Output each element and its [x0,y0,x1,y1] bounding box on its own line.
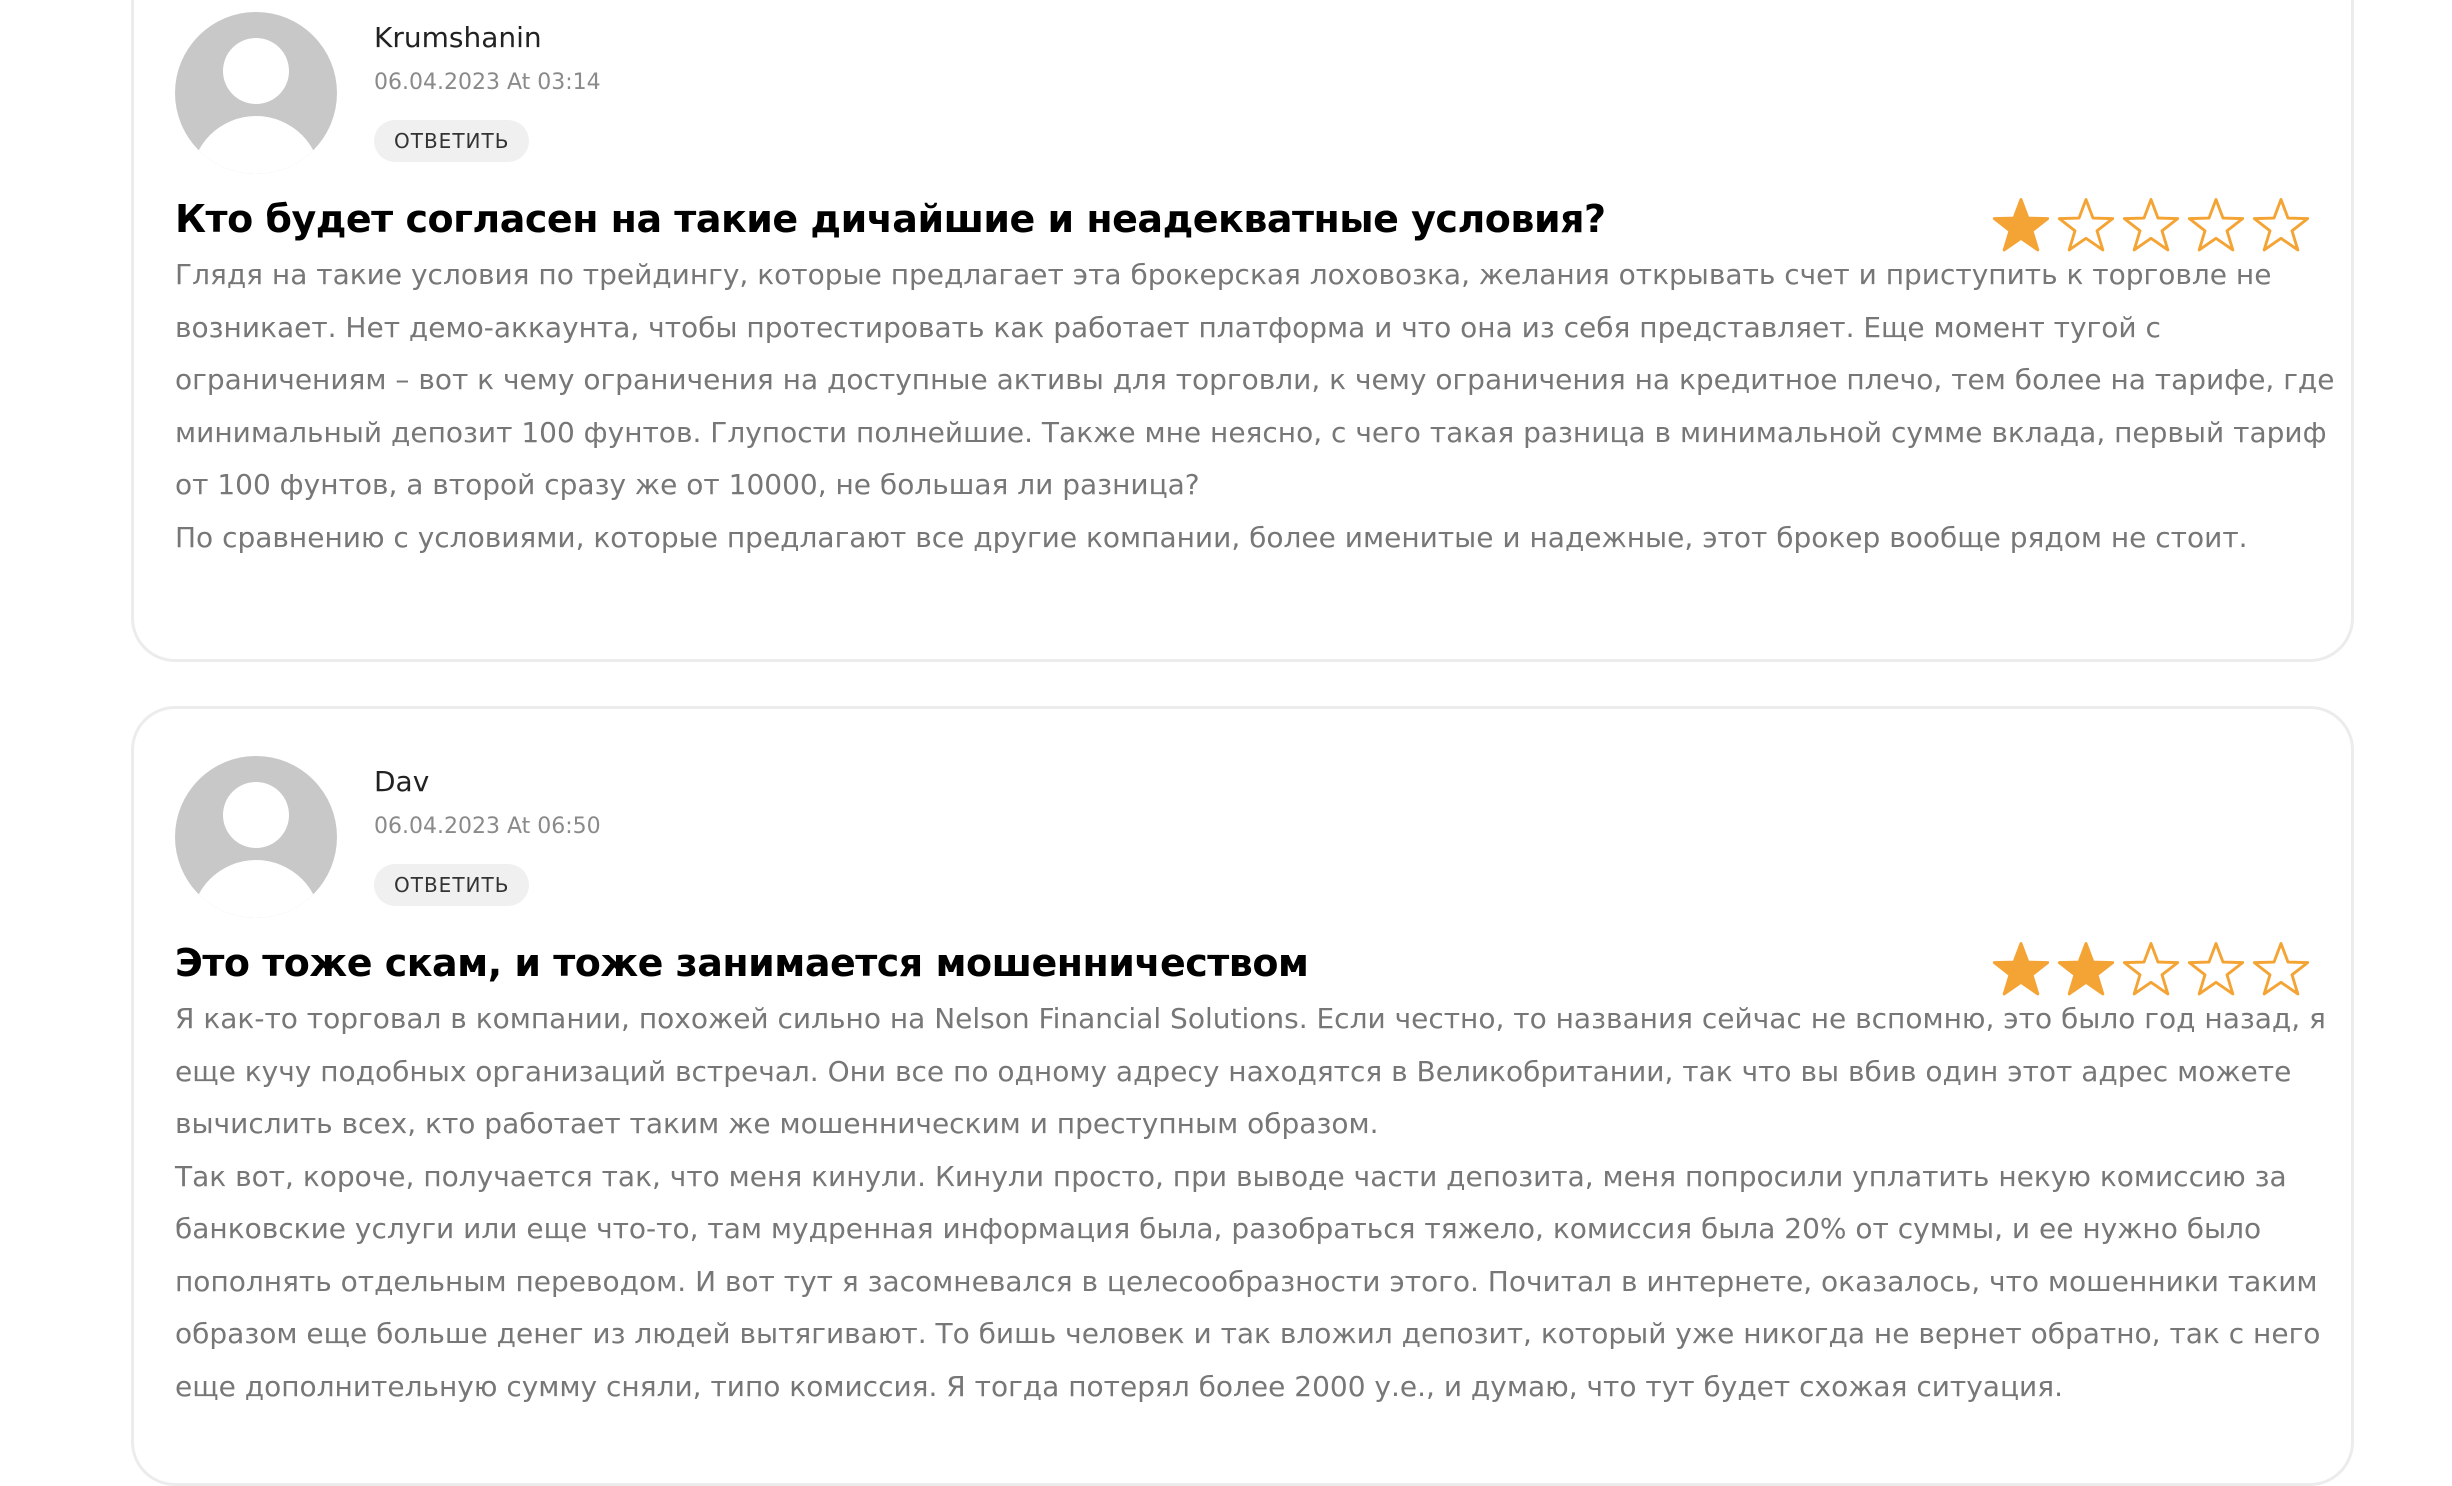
review-paragraph: По сравнению с условиями, которые предлагают все другие компании, более именитые и надежные, этот брокер вообще рядом не стоит. [175,520,2248,554]
star-empty-icon [2122,196,2180,254]
review-text [175,249,2335,564]
star-empty-icon [2187,196,2245,254]
star-filled-icon [2057,940,2115,998]
review-date: 06.04.2023 At 03:14 [374,70,601,95]
review-date: 06.04.2023 At 06:50 [374,814,601,839]
star-empty-icon [2187,940,2245,998]
star-empty-icon [2252,940,2310,998]
reply-button[interactable]: ОТВЕТИТЬ [374,864,529,906]
review-paragraph: Глядя на такие условия по трейдингу, которые предлагает эта брокерская лоховозка, желания открывать счет и приступить к торговле не возникает. Нет демо-аккаунта, чтобы протестировать как работает платформа и что она из себя представляет. Еще момент тугой с ограничениям – вот к чему ограничения на доступные активы для торговли, к чему ограничения на кредитное плечо, тем более на тарифе, где минимальный депозит 100 фунтов. Глупости полнейшие. Также мне неясно, с чего такая разница в минимальной сумме вклада, первый тариф от 100 фунтов, а второй сразу же от 10000, не большая ли разница? [175,258,2335,501]
reply-button[interactable]: ОТВЕТИТЬ [374,120,529,162]
review-paragraph: Я как-то торговал в компании, похожей сильно на Nelson Financial Solutions. Если честно, то названия сейчас не вспомню, это было год назад, я еще кучу подобных организаций встречал. Они все по одному адресу находятся в Великобритании, так что вы вбив один этот адрес можете вычислить всех, кто работает таким же мошенническим и преступным образом. [175,1002,2326,1140]
star-filled-icon [1992,940,2050,998]
review-title: Кто будет согласен на такие дичайшие и неадекватные условия? [175,197,1606,241]
star-rating [1992,940,2310,998]
review-paragraph: Так вот, короче, получается так, что меня кинули. Кинули просто, при выводе части депозита, меня попросили уплатить некую комиссию за банковские услуги или еще что-то, там мудренная информация была, разобраться тяжело, комиссия была 20% от суммы, и ее нужно было пополнять отдельным переводом. И вот тут я засомневался в целесообразности этого. Почитал в интернете, оказалось, что мошенники таким образом еще больше денег из людей вытягивают. То бишь человек и так вложил депозит, который уже никогда не вернет обратно, так с него еще дополнительную сумму сняли, типо комиссия. Я тогда потерял более 2000 у.е., и думаю, что тут будет схожая ситуация. [175,1159,2321,1403]
avatar-body-shape [191,116,321,174]
star-filled-icon [1992,196,2050,254]
star-rating [1992,196,2310,254]
review-author: Dav [374,765,430,798]
review-text [175,993,2335,1413]
avatar [175,12,337,174]
avatar-head-shape [223,782,289,848]
review-card [131,0,2354,662]
avatar-body-shape [191,860,321,918]
review-author: Krumshanin [374,21,542,54]
review-title: Это тоже скам, и тоже занимается мошенничеством [175,941,1309,985]
avatar [175,756,337,918]
review-card [131,706,2354,1486]
star-empty-icon [2252,196,2310,254]
star-empty-icon [2122,940,2180,998]
star-empty-icon [2057,196,2115,254]
avatar-head-shape [223,38,289,104]
